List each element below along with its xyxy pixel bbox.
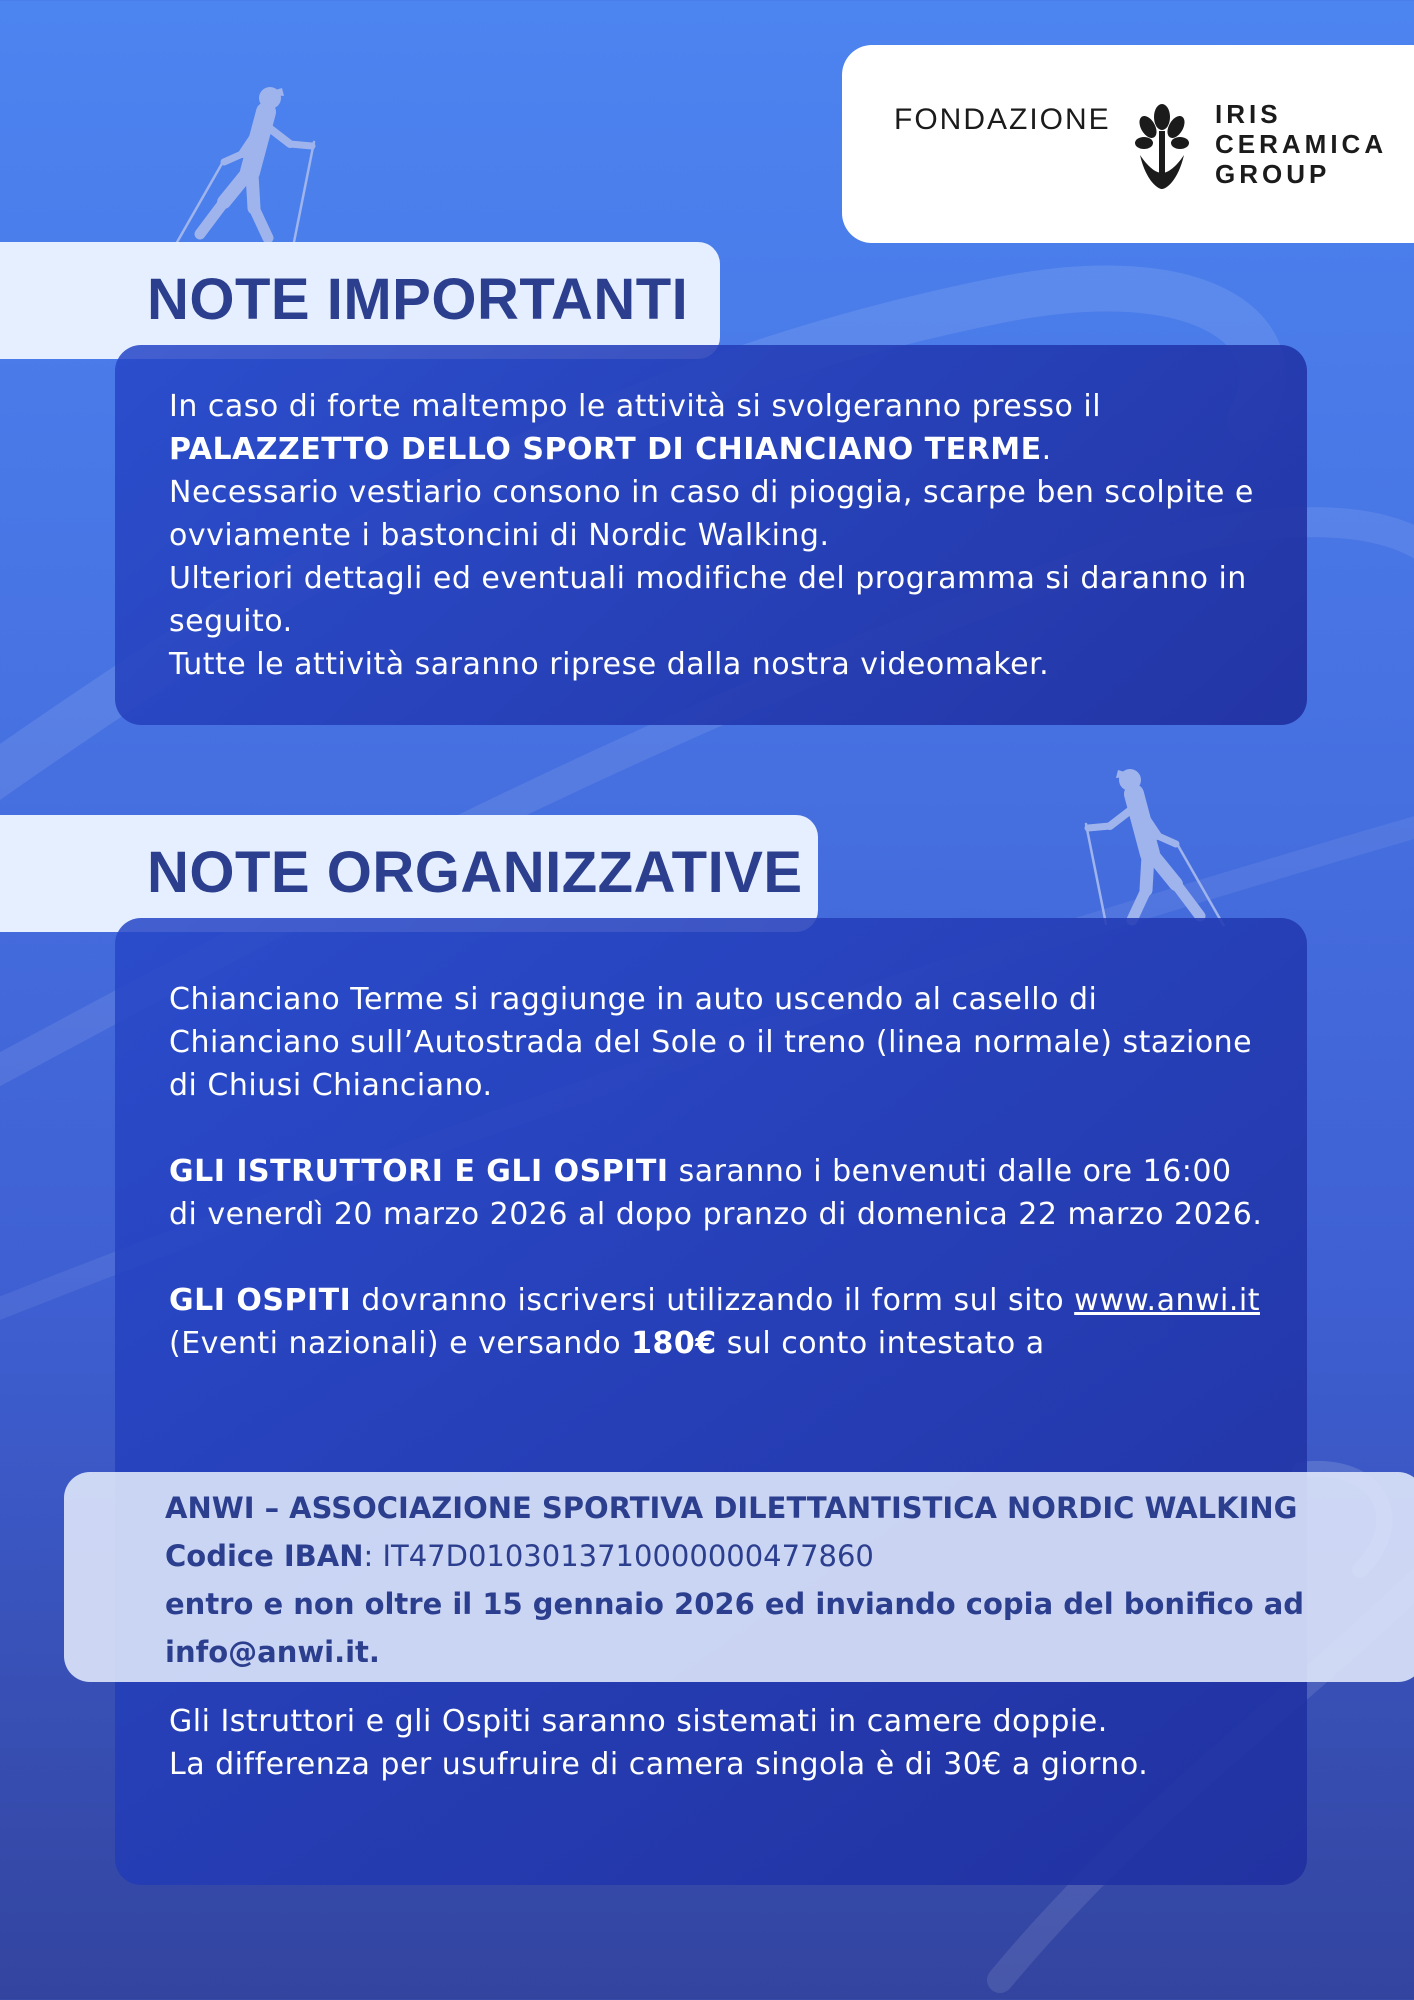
paragraph-travel: Chianciano Terme si raggiunge in auto uscendo al casello di Chianciano sull’Autostrada del Sole o il treno (linea normale) stazione di Chiusi Chianciano.	[169, 982, 1253, 1103]
section-title: NOTE IMPORTANTI	[147, 267, 689, 332]
iris-flower-icon	[1132, 103, 1192, 193]
anwi-website-link[interactable]: www.anwi.it	[1074, 1283, 1260, 1318]
account-holder: ANWI – ASSOCIAZIONE SPORTIVA DILETTANTISTICA NORDIC WALKING	[165, 1491, 1298, 1525]
important-notes-text	[169, 385, 1259, 686]
logo-line-ceramica: CERAMICA	[1215, 129, 1388, 159]
payment-deadline: entro e non oltre il 15 gennaio 2026 ed inviando copia del bonifico ad info@anwi.it.	[165, 1587, 1305, 1669]
nordic-walker-icon	[172, 84, 332, 244]
iban-value: : IT47D0103013710000000477860	[363, 1539, 874, 1573]
organizational-notes-text	[169, 978, 1269, 1365]
logo-card	[842, 45, 1414, 243]
fee-amount: 180€	[631, 1326, 717, 1361]
paragraph-bad-weather: In caso di forte maltempo le attività si svolgeranno presso il PALAZZETTO DELLO SPORT DI CHIANCIANO TERME.	[169, 389, 1102, 467]
paragraph-clothing: Necessario vestiario consono in caso di pioggia, scarpe ben scolpite e ovviamente i bastoncini di Nordic Walking.	[169, 475, 1254, 553]
paragraph-rooms: Gli Istruttori e gli Ospiti saranno sistemati in camere doppie.	[169, 1704, 1108, 1739]
important-notes-panel	[115, 345, 1307, 725]
logo-foundation-text: FONDAZIONE	[894, 103, 1111, 136]
logo-line-group: GROUP	[1215, 159, 1331, 189]
logo-line-iris: IRIS	[1215, 99, 1282, 129]
section-title: NOTE ORGANIZZATIVE	[147, 840, 803, 905]
paragraph-details: Ulteriori dettagli ed eventuali modifiche del programma si daranno in seguito.	[169, 561, 1247, 639]
iban-label: Codice IBAN	[165, 1539, 364, 1573]
iban-line	[165, 1532, 1315, 1580]
section-header-note-organizzative	[0, 815, 818, 932]
nordic-walker-icon	[1068, 766, 1228, 926]
section-header-note-importanti	[0, 242, 720, 359]
accommodation-text	[169, 1700, 1269, 1786]
venue-name: PALAZZETTO DELLO SPORT DI CHIANCIANO TERME	[169, 432, 1042, 467]
logo-wordmark	[1215, 99, 1387, 189]
paragraph-registration: GLI OSPITI dovranno iscriversi utilizzando il form sul sito www.anwi.it (Eventi nazionali) e versando 180€ sul conto intestato a	[169, 1283, 1260, 1361]
paragraph-videomaker: Tutte le attività saranno riprese dalla nostra videomaker.	[169, 647, 1050, 682]
organizational-notes-panel	[115, 918, 1307, 1885]
bank-details-text	[165, 1484, 1315, 1676]
paragraph-single-room: La differenza per usufruire di camera singola è di 30€ a giorno.	[169, 1747, 1149, 1782]
bank-details-box	[64, 1472, 1414, 1682]
paragraph-arrival: GLI ISTRUTTORI E GLI OSPITI saranno i benvenuti dalle ore 16:00 di venerdì 20 marzo 2026 al dopo pranzo di domenica 22 marzo 2026.	[169, 1154, 1263, 1232]
